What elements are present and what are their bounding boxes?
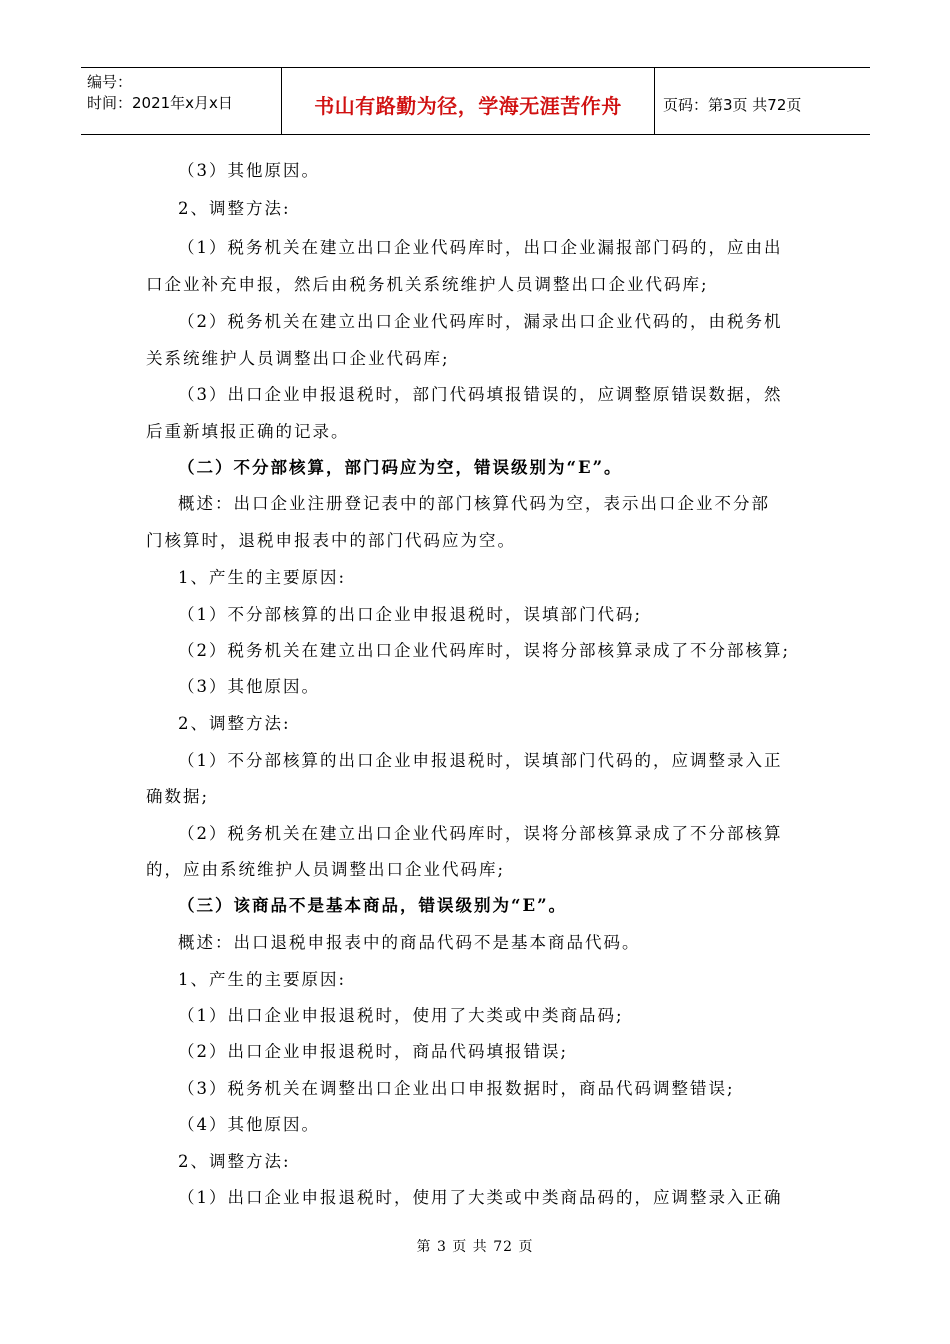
- body-line: （1）出口企业申报退税时，使用了大类或中类商品码;: [178, 1006, 624, 1025]
- document-number-label: 编号：: [87, 73, 133, 91]
- page-footer: 第 3 页 共 72 页: [416, 1239, 534, 1255]
- body-line: （1）税务机关在建立出口企业代码库时，出口企业漏报部门码的，应由出: [178, 238, 783, 257]
- body-line: 1、产生的主要原因:: [178, 568, 347, 587]
- body-line: 确数据;: [146, 787, 210, 806]
- body-line: 2、调整方法:: [178, 714, 291, 733]
- body-line: 后重新填报正确的记录。: [146, 422, 350, 441]
- body-line: （2）税务机关在建立出口企业代码库时，误将分部核算录成了不分部核算;: [178, 641, 791, 660]
- body-line: （3）其他原因。: [178, 677, 320, 696]
- document-time-label: 时间：2021年x月x日: [87, 94, 233, 112]
- body-line: （1）不分部核算的出口企业申报退税时，误填部门代码的，应调整录入正: [178, 751, 783, 770]
- body-line: 2、调整方法:: [178, 1152, 291, 1171]
- body-line: 口企业补充申报，然后由税务机关系统维护人员调整出口企业代码库;: [146, 275, 709, 294]
- header-motto-cell: [282, 68, 655, 134]
- body-line: （2）出口企业申报退税时，商品代码填报错误;: [178, 1042, 569, 1061]
- body-line: 关系统维护人员调整出口企业代码库;: [146, 349, 450, 368]
- header-page-number: 页码：第3页 共72页: [663, 95, 802, 114]
- body-line: 1、产生的主要原因:: [178, 970, 347, 989]
- header-motto: 书山有路勤为径，学海无涯苦作舟: [314, 93, 622, 118]
- body-line: 2、调整方法:: [178, 199, 291, 218]
- header-left-cell: [81, 68, 282, 134]
- body-line: （1）不分部核算的出口企业申报退税时，误填部门代码;: [178, 605, 643, 624]
- body-line: （2）税务机关在建立出口企业代码库时，误将分部核算录成了不分部核算: [178, 824, 783, 843]
- body-line: 的，应由系统维护人员调整出口企业代码库;: [146, 860, 506, 879]
- section-heading: （三）该商品不是基本商品，错误级别为“E”。: [178, 896, 568, 915]
- body-line: （3）其他原因。: [178, 161, 320, 180]
- body-line: 概述：出口退税申报表中的商品代码不是基本商品代码。: [178, 933, 641, 952]
- section-heading: （二）不分部核算，部门码应为空，错误级别为“E”。: [178, 458, 623, 477]
- body-line: （2）税务机关在建立出口企业代码库时，漏录出口企业代码的，由税务机: [178, 312, 783, 331]
- body-line: （3）税务机关在调整出口企业出口申报数据时，商品代码调整错误;: [178, 1079, 735, 1098]
- body-line: 概述：出口企业注册登记表中的部门核算代码为空，表示出口企业不分部: [178, 494, 770, 513]
- body-line: （1）出口企业申报退税时，使用了大类或中类商品码的，应调整录入正确: [178, 1188, 783, 1207]
- body-line: （4）其他原因。: [178, 1115, 320, 1134]
- page-header: [81, 67, 870, 135]
- body-line: （3）出口企业申报退税时，部门代码填报错误的，应调整原错误数据，然: [178, 385, 783, 404]
- body-line: 门核算时，退税申报表中的部门代码应为空。: [146, 531, 516, 550]
- header-page-cell: [655, 68, 870, 134]
